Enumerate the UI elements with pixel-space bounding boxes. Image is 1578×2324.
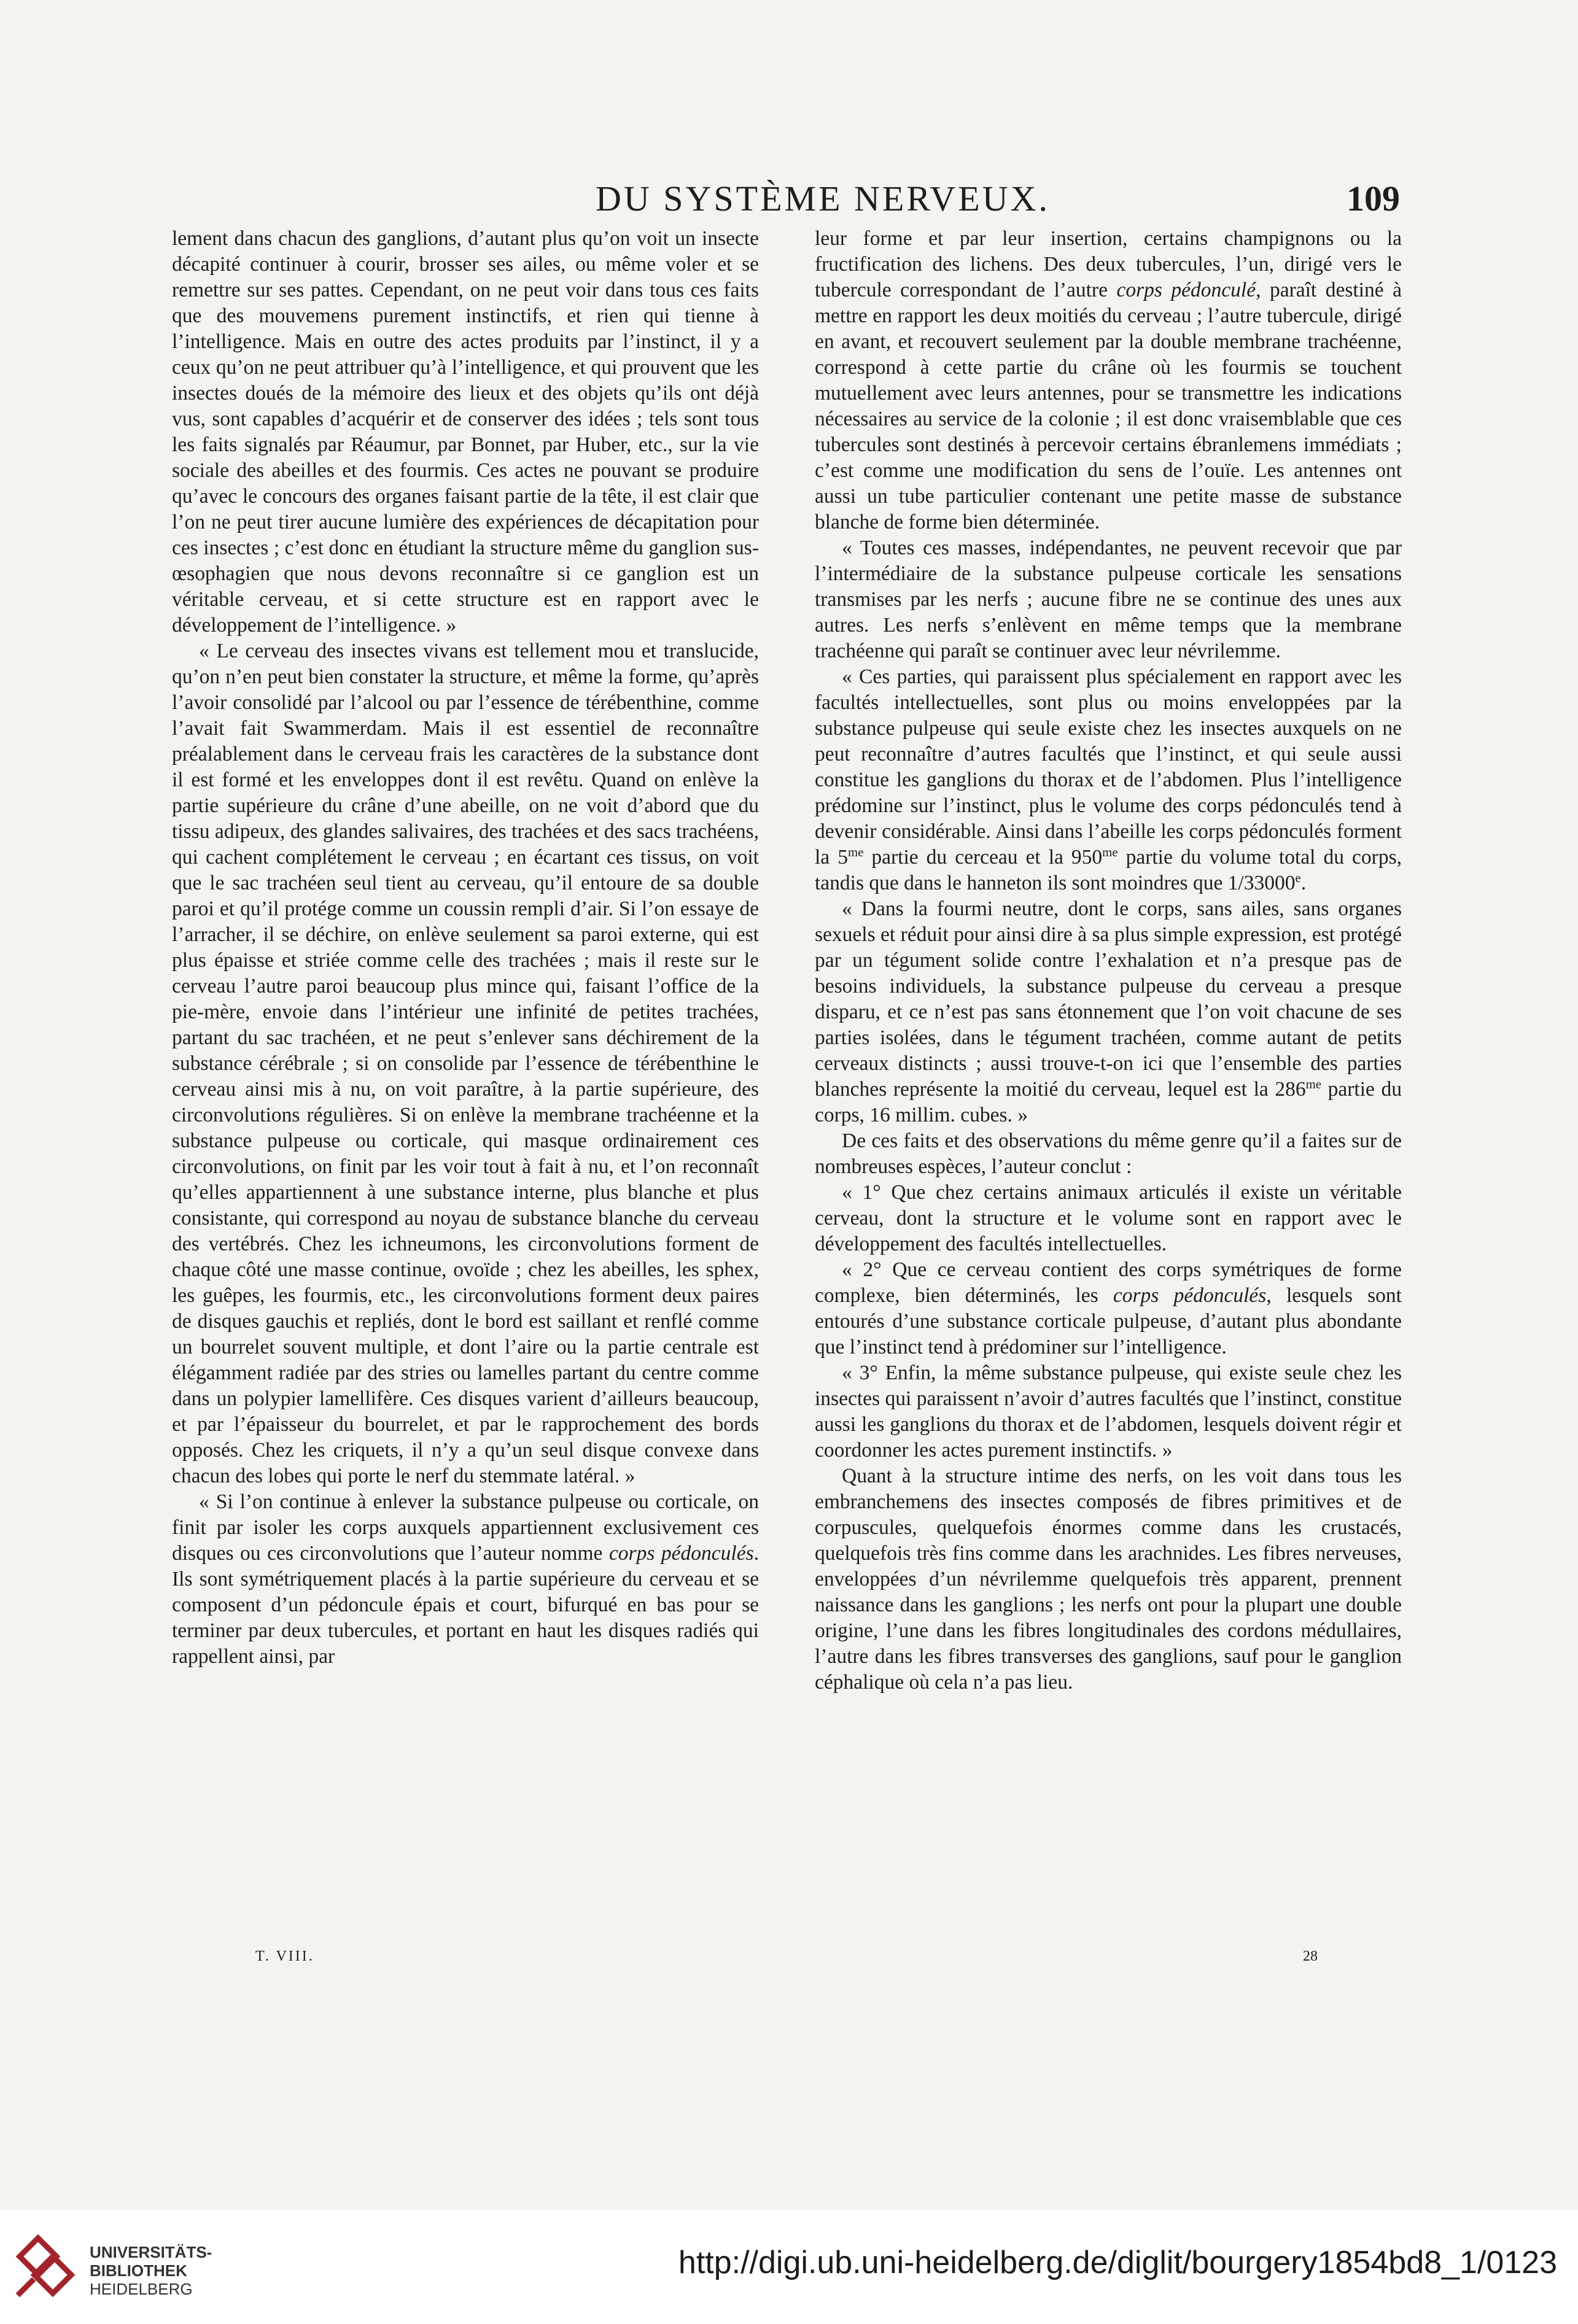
logo-line: UNIVERSITÄTS-: [90, 2243, 212, 2261]
left-column: [172, 226, 759, 1670]
text-run: partie du volume total du corps, tandis que dans le hanneton ils sont moindres que 1/33000: [815, 846, 1402, 894]
superscript: me: [1102, 845, 1118, 859]
permalink-url[interactable]: http://digi.ub.uni-heidelberg.de/diglit/bourgery1854bd8_1/0123: [678, 2245, 1557, 2280]
superscript: me: [1305, 1077, 1322, 1091]
paragraph: [815, 226, 1402, 535]
text-run: , lesquels sont entourés d’une substance corticale pulpeuse, d’autant plus abondante que l’instinct tend à prédominer sur l’intelligence.: [815, 1284, 1402, 1358]
italic-term: corps pédonculés: [608, 1542, 754, 1565]
text-run: « Si l’on continue à enlever la substance pulpeuse ou corticale, on finit par isoler les corps auxquels appartiennent exclusivement ces disques ou ces circonvolutions que l’auteur nomme: [172, 1490, 759, 1565]
italic-term: corps pédonculés: [1113, 1284, 1267, 1307]
page-number: 109: [1347, 179, 1400, 219]
paragraph: « 1° Que chez certains animaux articulés il existe un véritable cerveau, dont la structure et le volume sont en rapport avec le développement des facultés intellectuelles.: [815, 1181, 1402, 1255]
paragraph: Quant à la structure intime des nerfs, on les voit dans tous les embranchemens des insectes composés de fibres primitives et de corpuscules, quelquefois énormes comme dans les crustacés, quelquefois très fins comme dans les arachnides. Les fibres nerveuses, enveloppées d’un névrilemme quelquefois très apparent, prennent naissance dans les ganglions ; les nerfs ont pour la plupart une double origine, l’une dans les fibres longitudinales des cordons médullaires, l’autre dans les fibres transverses des ganglions, sauf pour le ganglion céphalique où cela n’a pas lieu.: [815, 1465, 1402, 1694]
library-logo-icon: [14, 2232, 77, 2306]
logo-line: BIBLIOTHEK: [90, 2261, 187, 2280]
superscript: me: [847, 845, 864, 859]
italic-term: corps pédonculé: [1116, 279, 1256, 301]
superscript: e: [1295, 870, 1301, 885]
text-run: « Ces parties, qui paraissent plus spécialement en rapport avec les facultés intellectuelles, sont plus ou moins enveloppées par la substance pulpeuse qui seule existe chez les insectes auxquels on ne peut reconnaître d’autres facultés que l’instinct, et qui seule aussi constitue les ganglions du thorax et de l’abdomen. Plus l’intelligence prédomine sur l’instinct, plus le volume des corps pédonculés tend à devenir considérable. Ainsi dans l’abeille les corps pédonculés forment la 5: [815, 665, 1402, 869]
text-run: . Ils sont symétriquement placés à la partie supérieure du cerveau et se composent d’un pédoncule épais et court, bifurqué en bas pour se terminer par deux tubercules, et portant en haut les disques radiés qui rappellent ainsi, par: [172, 1542, 759, 1668]
paragraph: « Toutes ces masses, indépendantes, ne peuvent recevoir que par l’intermédiaire de la substance pulpeuse corticale les sensations transmises par les nerfs ; aucune fibre ne se continue des unes aux autres. Les nerfs s’enlèvent en même temps que la membrane trachéenne qui paraît se continuer avec leur névrilemme.: [815, 536, 1402, 662]
paragraph: De ces faits et des observations du même genre qu’il a faites sur de nombreuses espèces, l’auteur conclut :: [815, 1129, 1402, 1178]
paragraph: lement dans chacun des ganglions, d’autant plus qu’on voit un insecte décapité continuer à courir, brosser ses ailes, ou même voler et se remettre sur ses pattes. Cependant, on ne peut voir dans tous ces faits que des mouvemens purement instinctifs, et rien qui tienne à l’intelligence. Mais en outre des actes produits par l’instinct, il y a ceux qu’on ne peut attribuer qu’à l’intelligence, et qui prouvent que les insectes doués de la mémoire des lieux et des objets qu’ils ont déjà vus, sont capables d’acquérir et de conserver des idées ; tels sont tous les faits signalés par Réaumur, par Bonnet, par Huber, etc., sur la vie sociale des abeilles et des fourmis. Ces actes ne pouvant se produire qu’avec le concours des organes faisant partie de la tête, il est clair que l’on ne peut tirer aucune lumière des expériences de décapitation pour ces insectes ; c’est donc en étudiant la structure même du ganglion sus-œsophagien que nous devons reconnaître si ce ganglion est un véritable cerveau, et si cette structure est en rapport avec le développement de l’intelligence. »: [172, 227, 759, 637]
text-run: partie du cerceau et la 950: [863, 846, 1103, 869]
paragraph: « Le cerveau des insectes vivans est tellement mou et translucide, qu’on n’en peut bien constater la structure, et même la forme, qu’après l’avoir consolidé par l’alcool ou par l’essence de térébenthine, comme l’avait fait Swammerdam. Mais il est essentiel de reconnaître préalablement dans le cerveau frais les caractères de la substance dont il est formé et les enveloppes dont il est revêtu. Quand on enlève la partie supérieure du crâne d’une abeille, on ne voit d’abord que du tissu adipeux, des glandes salivaires, des trachées et des sacs trachéens, qui cachent complétement le cerveau ; en écartant ces tissus, on voit que le sac trachéen seul tient au cerveau, qu’il entoure de sa double paroi et qu’il protége comme un coussin rempli d’air. Si l’on essaye de l’arracher, il se déchire, on enlève seulement sa paroi externe, qui est plus épaisse et striée comme celle des trachées ; mais il reste sur le cerveau l’autre paroi beaucoup plus mince qui, faisant l’office de la pie-mère, envoie dans l’intérieur une infinité de petites trachées, partant du sac trachéen, et ne peut s’enlever sans déchirement de la substance cérébrale ; si on consolide par l’essence de térébenthine le cerveau ainsi mis à nu, on voit paraître, à la partie supérieure, des circonvolutions régulières. Si on enlève la membrane trachéenne et la substance pulpeuse ou corticale, qui masque ordinairement ces circonvolutions, on finit par les voir tout à fait à nu, et l’on reconnaît qu’elles appartiennent à une substance interne, plus blanche et plus consistante, qui correspond au noyau de substance blanche du cerveau des vertébrés. Chez les ichneumons, les circonvolutions forment de chaque côté une masse continue, ovoïde ; chez les abeilles, les sphex, les guêpes, les fourmis, etc., les circonvolutions forment deux paires de disques gauchis et repliés, dont le bord est saillant et renflé comme un bourrelet souvent multiple, et dont l’aire ou la partie centrale est élégamment radiée par des stries ou lamelles partant du centre comme dans un polypier lamellifère. Ces disques varient d’ailleurs beaucoup, et par l’épaisseur du bourrelet, et par le rapprochement des bords opposés. Chez les criquets, il n’y a qu’un seul disque convexe dans chacun des lobes qui porte le nerf du stemmate latéral. »: [172, 640, 759, 1487]
library-logo-text: [90, 2243, 212, 2298]
paragraph: [172, 1489, 759, 1670]
page-header: [172, 178, 1400, 227]
logo-line: HEIDELBERG: [90, 2280, 193, 2298]
paragraph: [815, 664, 1402, 896]
volume-signature: T. VIII.: [255, 1948, 314, 1964]
sheet-signature: 28: [1303, 1948, 1318, 1964]
paragraph: [815, 896, 1402, 1128]
footer-bar: [0, 2210, 1578, 2324]
paragraph: « 3° Enfin, la même substance pulpeuse, qui existe seule chez les insectes qui paraissent n’avoir d’autres facultés que l’instinct, constitue aussi les ganglions du thorax et de l’abdomen, lesquels doivent régir et coordonner les actes purement instinctifs. »: [815, 1361, 1402, 1462]
text-run: partie du corps, 16 millim. cubes. »: [815, 1078, 1402, 1126]
text-run: « 2° Que ce cerveau contient des corps symétriques de forme complexe, bien déterminés, les: [815, 1258, 1402, 1307]
paragraph: [815, 1257, 1402, 1360]
text-run: .: [1300, 872, 1307, 894]
text-run: « Dans la fourmi neutre, dont le corps, sans ailes, sans organes sexuels et réduit pour ainsi dire à sa plus simple expression, est protégé par un tégument solide contre l’exhalation et n’a presque pas de besoins individuels, la substance pulpeuse du cerveau a presque disparu, et ce n’est pas sans étonnement que l’on voit chacune de ses parties isolées, dans le tégument trachéen, comme autant de petits cerveaux distincts ; aussi trouve-t-on ici que l’ensemble des parties blanches représente la moitié du cerveau, lequel est la 286: [815, 897, 1402, 1101]
right-column: [815, 226, 1402, 1695]
text-run: , paraît destiné à mettre en rapport les deux moitiés du cerveau ; l’autre tubercule, dirigé en avant, et recouvert seulement par la double membrane trachéenne, correspond à cette partie du crâne où les fourmis se touchent mutuellement avec leurs antennes, pour se transmettre les indications nécessaires au service de la colonie ; il est donc vraisemblable que ces tubercules sont destinés à percevoir certains ébranlemens immédiats ; c’est comme une modification du sens de l’ouïe. Les antennes ont aussi un tube particulier contenant une petite masse de substance blanche de forme bien déterminée.: [815, 279, 1402, 533]
running-title: DU SYSTÈME NERVEUX.: [596, 179, 1050, 219]
text-run: leur forme et par leur insertion, certains champignons ou la fructification des lichens. Des deux tubercules, l’un, dirigé vers le tubercule correspondant de l’autre: [815, 227, 1402, 301]
